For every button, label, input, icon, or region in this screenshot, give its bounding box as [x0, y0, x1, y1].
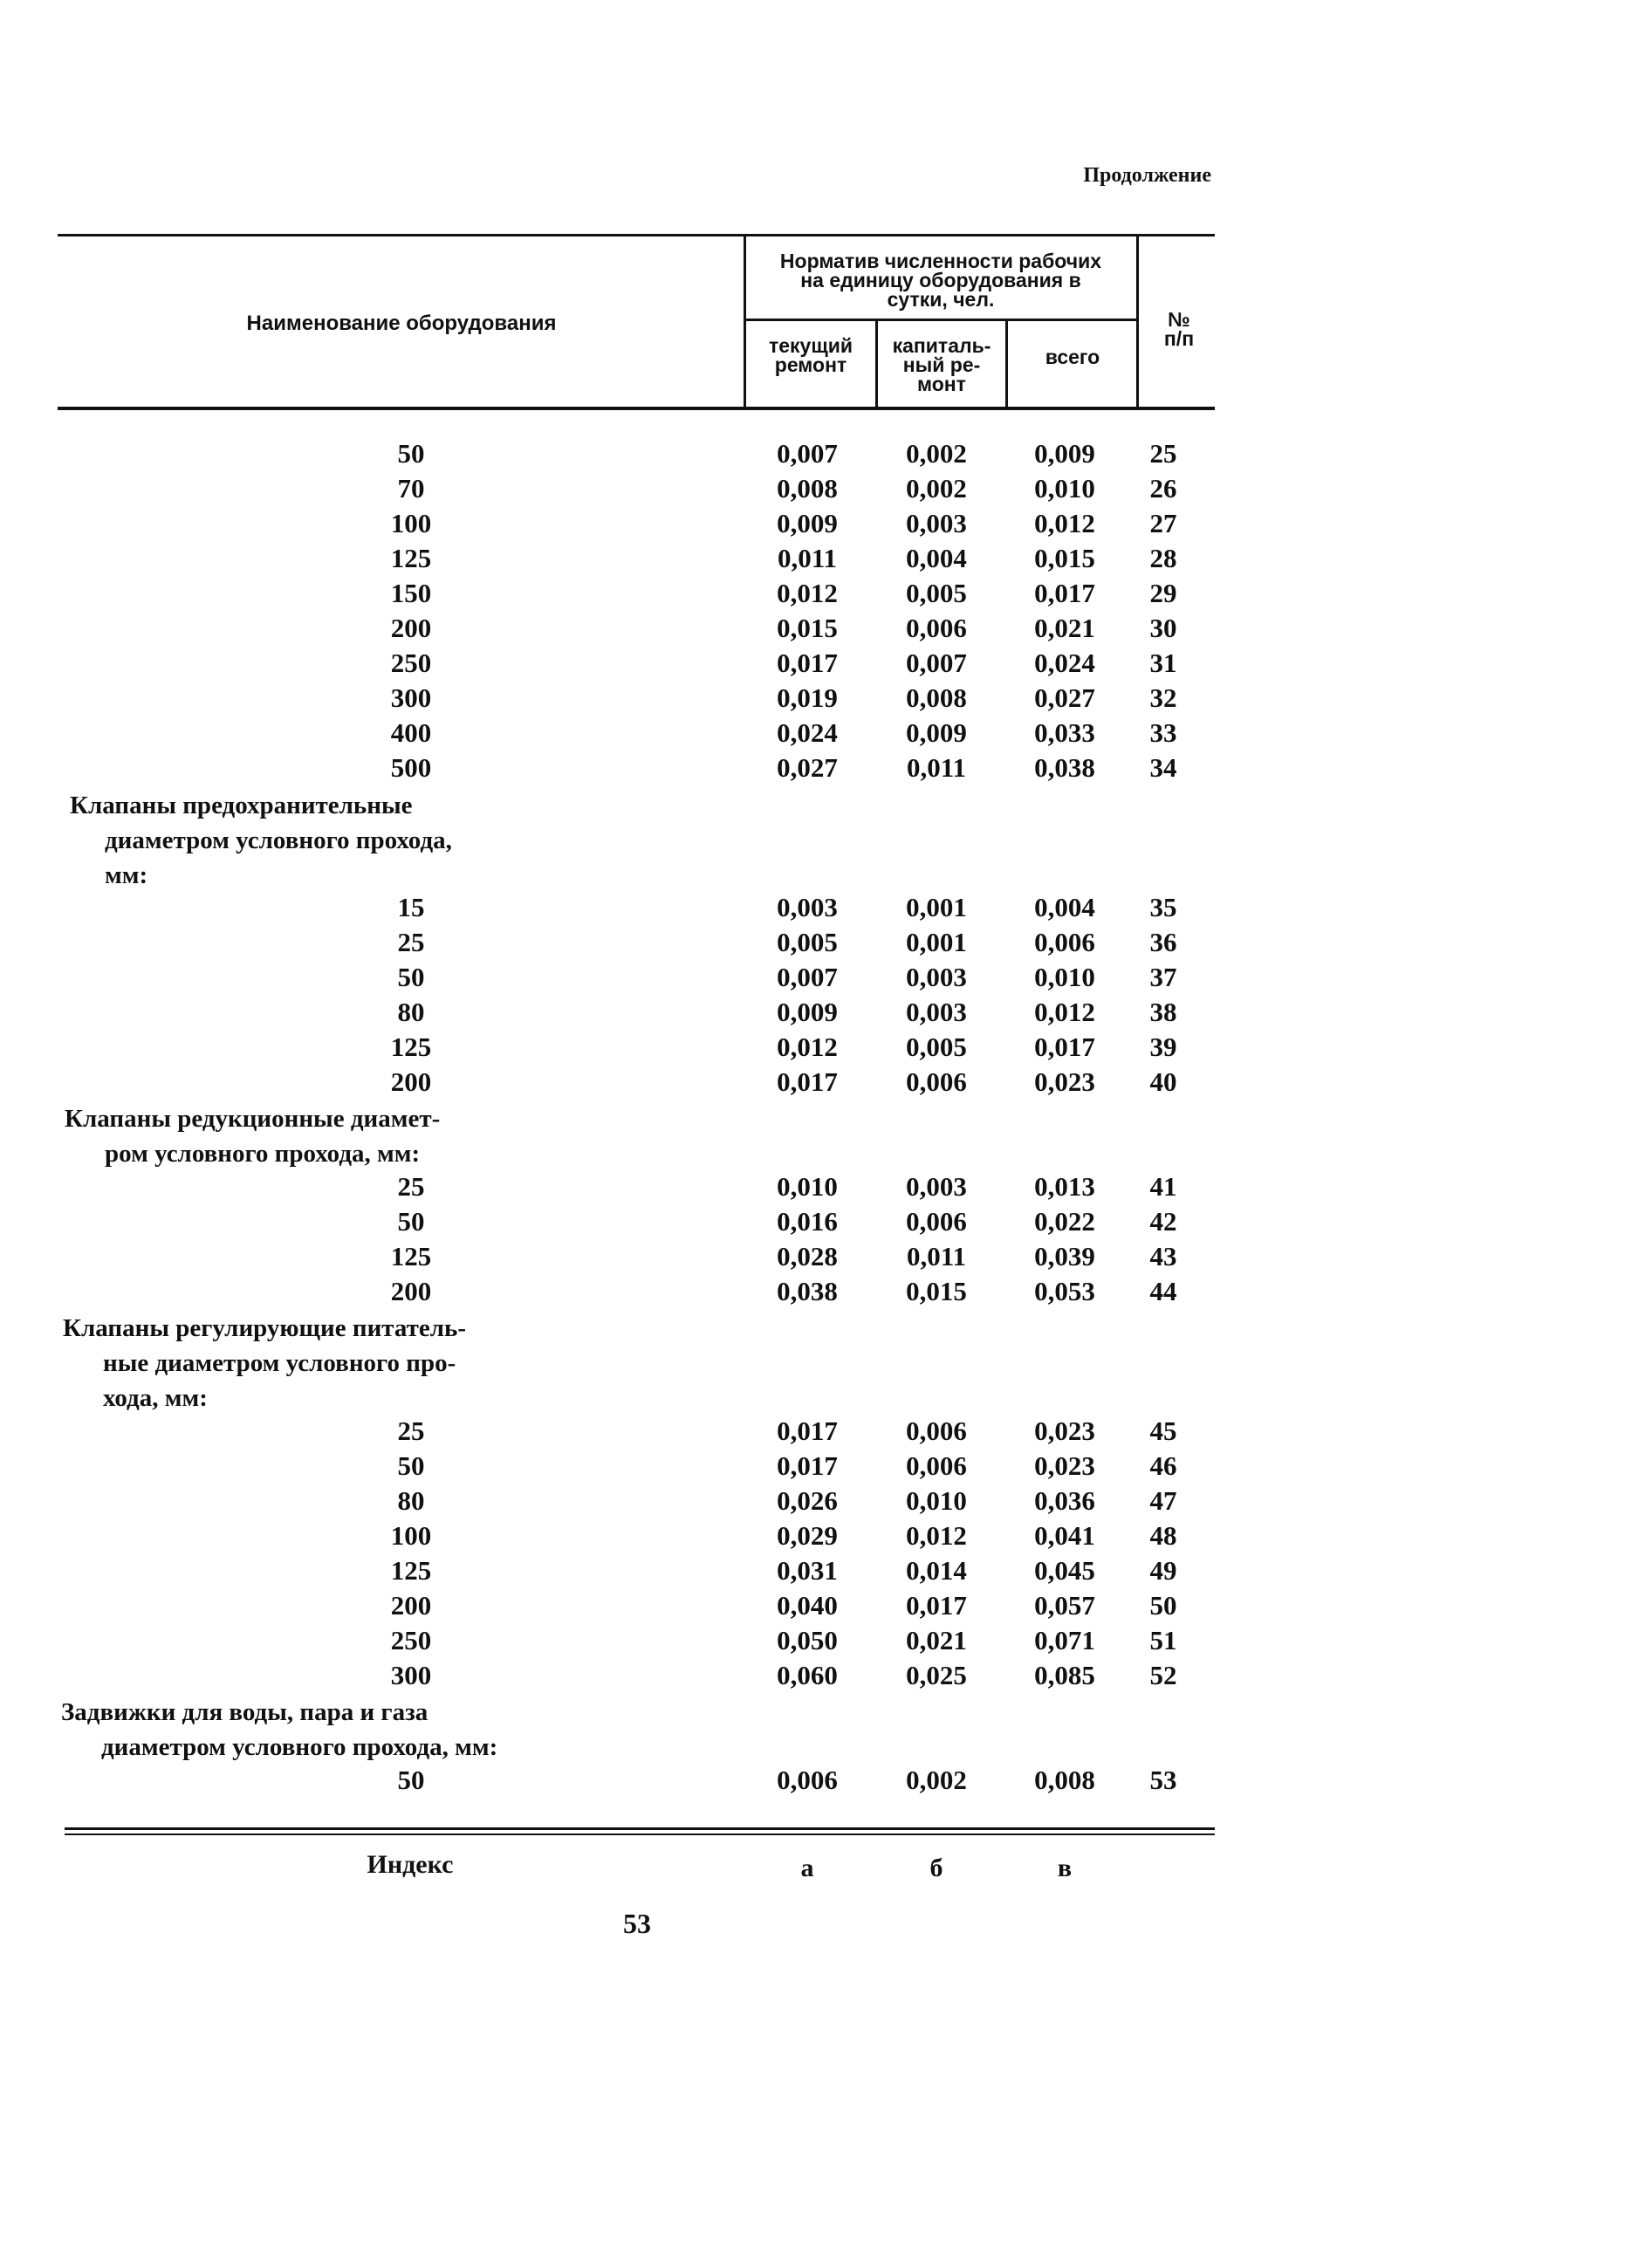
row-number: 35	[1149, 892, 1177, 922]
row-total: 0,009	[1034, 438, 1095, 469]
row-name: 15	[397, 892, 425, 922]
row-current: 0,017	[777, 1450, 838, 1481]
capital-repair-header	[878, 336, 1005, 394]
current-repair-line-2: ремонт	[774, 353, 847, 376]
row-name: 150	[390, 578, 432, 608]
row-total: 0,027	[1034, 682, 1095, 713]
row-current: 0,026	[777, 1485, 838, 1516]
row-capital: 0,006	[906, 1066, 967, 1097]
row-total: 0,012	[1034, 997, 1095, 1027]
row-total: 0,017	[1034, 1032, 1095, 1062]
index-c: в	[1057, 1854, 1073, 1882]
row-number: 41	[1149, 1171, 1177, 1202]
table-row	[0, 541, 1652, 576]
row-number: 38	[1149, 997, 1177, 1027]
row-current: 0,012	[777, 578, 838, 608]
row-name: 300	[390, 1660, 432, 1690]
footer-rule-top	[65, 1827, 1215, 1830]
row-name: 25	[397, 927, 425, 957]
row-number: 52	[1149, 1660, 1177, 1690]
section-line: ные диаметром условного про-	[103, 1349, 456, 1377]
row-capital: 0,007	[906, 648, 967, 678]
row-total: 0,023	[1034, 1066, 1095, 1097]
row-name: 80	[397, 1485, 425, 1516]
page-number: 53	[623, 1908, 651, 1939]
row-total: 0,010	[1034, 473, 1095, 504]
table-row	[0, 995, 1652, 1030]
row-capital: 0,003	[906, 1171, 967, 1202]
row-total: 0,036	[1034, 1485, 1095, 1516]
row-total: 0,024	[1034, 648, 1095, 678]
table-row	[0, 611, 1652, 646]
row-capital: 0,025	[906, 1660, 967, 1690]
row-number: 47	[1149, 1485, 1177, 1516]
row-number: 46	[1149, 1450, 1177, 1481]
row-total: 0,010	[1034, 962, 1095, 992]
table-row	[0, 1658, 1652, 1693]
row-current: 0,005	[777, 927, 838, 957]
table-row	[0, 890, 1652, 925]
row-capital: 0,003	[906, 508, 967, 538]
row-name: 200	[390, 1590, 432, 1621]
row-current: 0,040	[777, 1590, 838, 1621]
row-capital: 0,001	[906, 892, 967, 922]
section-gate-valves	[61, 1695, 497, 1765]
number-sign: №	[1168, 308, 1190, 331]
row-capital: 0,011	[906, 1241, 967, 1271]
row-capital: 0,002	[906, 1765, 967, 1795]
row-name: 200	[390, 613, 432, 643]
row-current: 0,031	[777, 1555, 838, 1586]
row-capital: 0,015	[906, 1276, 967, 1306]
row-number: 34	[1149, 752, 1177, 783]
row-current: 0,012	[777, 1032, 838, 1062]
header-divider-3	[1005, 319, 1008, 407]
row-name: 25	[397, 1171, 425, 1202]
row-total: 0,071	[1034, 1625, 1095, 1655]
row-total: 0,085	[1034, 1660, 1095, 1690]
row-current: 0,038	[777, 1276, 838, 1306]
row-total: 0,023	[1034, 1415, 1095, 1446]
continuation-label: Продолжение	[1083, 164, 1211, 187]
row-name: 125	[390, 1032, 432, 1062]
table-row	[0, 1414, 1652, 1449]
row-current: 0,008	[777, 473, 838, 504]
capital-repair-line-1: капиталь-	[892, 334, 991, 357]
table-row	[0, 1274, 1652, 1309]
row-capital: 0,002	[906, 473, 967, 504]
row-current: 0,029	[777, 1520, 838, 1551]
section-line: мм:	[105, 861, 148, 889]
table-row	[0, 436, 1652, 471]
row-current: 0,010	[777, 1171, 838, 1202]
row-total: 0,004	[1034, 892, 1095, 922]
row-capital: 0,021	[906, 1625, 967, 1655]
row-current: 0,009	[777, 997, 838, 1027]
row-capital: 0,017	[906, 1590, 967, 1621]
number-pp: п/п	[1163, 327, 1195, 350]
row-capital: 0,001	[906, 927, 967, 957]
row-number: 45	[1149, 1415, 1177, 1446]
row-number: 26	[1149, 473, 1177, 504]
name-column-header: Наименование оборудования	[246, 312, 557, 335]
row-name: 250	[390, 648, 432, 678]
table-row	[0, 751, 1652, 785]
row-number: 33	[1149, 717, 1177, 748]
row-name: 125	[390, 1241, 432, 1271]
row-current: 0,017	[777, 1066, 838, 1097]
row-number: 37	[1149, 962, 1177, 992]
row-number: 43	[1149, 1241, 1177, 1271]
row-number: 32	[1149, 682, 1177, 713]
row-name: 300	[390, 682, 432, 713]
row-capital: 0,006	[906, 1415, 967, 1446]
current-repair-line-1: текущий	[768, 334, 853, 357]
header-top-rule	[58, 234, 1215, 236]
total-header: всего	[1045, 346, 1100, 368]
norm-group-line-3: сутки, чел.	[887, 288, 995, 311]
table-row	[0, 1484, 1652, 1518]
row-number: 50	[1149, 1590, 1177, 1621]
row-total: 0,057	[1034, 1590, 1095, 1621]
row-number: 51	[1149, 1625, 1177, 1655]
table-row	[0, 1588, 1652, 1623]
table-row	[0, 1763, 1652, 1798]
row-current: 0,028	[777, 1241, 838, 1271]
row-number: 40	[1149, 1066, 1177, 1097]
section-line: ром условного прохода, мм:	[105, 1140, 421, 1168]
row-capital: 0,005	[906, 578, 967, 608]
row-name: 25	[397, 1415, 425, 1446]
row-name: 500	[390, 752, 432, 783]
row-name: 100	[390, 1520, 432, 1551]
row-name: 400	[390, 717, 432, 748]
row-capital: 0,003	[906, 962, 967, 992]
section-safety-valves	[70, 788, 452, 893]
norm-group-line-1: Норматив численности рабочих	[779, 250, 1102, 272]
row-total: 0,053	[1034, 1276, 1095, 1306]
table-row	[0, 506, 1652, 541]
row-name: 125	[390, 543, 432, 573]
row-name: 50	[397, 1765, 425, 1795]
row-total: 0,012	[1034, 508, 1095, 538]
row-total: 0,008	[1034, 1765, 1095, 1795]
row-name: 70	[397, 473, 425, 504]
section-reducing-valves	[65, 1101, 440, 1171]
row-number: 53	[1149, 1765, 1177, 1795]
norm-group-line-2: на единицу оборудования в	[800, 269, 1081, 291]
row-current: 0,007	[777, 438, 838, 469]
table-row	[0, 1030, 1652, 1065]
row-current: 0,024	[777, 717, 838, 748]
section-feed-control-valves	[63, 1311, 466, 1415]
row-number: 39	[1149, 1032, 1177, 1062]
row-current: 0,019	[777, 682, 838, 713]
section-line: хода, мм:	[103, 1384, 208, 1412]
table-row	[0, 1239, 1652, 1274]
table-row	[0, 925, 1652, 960]
section-line: Клапаны регулирующие питатель-	[63, 1314, 467, 1342]
row-number: 27	[1149, 508, 1177, 538]
row-number: 36	[1149, 927, 1177, 957]
row-total: 0,017	[1034, 578, 1095, 608]
row-number: 42	[1149, 1206, 1177, 1237]
row-number: 25	[1149, 438, 1177, 469]
row-capital: 0,011	[906, 752, 967, 783]
row-total: 0,021	[1034, 613, 1095, 643]
row-total: 0,033	[1034, 717, 1095, 748]
header-divider-4	[1136, 234, 1139, 407]
row-capital: 0,006	[906, 1206, 967, 1237]
table-row	[0, 646, 1652, 681]
table-row	[0, 681, 1652, 716]
row-total: 0,038	[1034, 752, 1095, 783]
section-line: Клапаны предохранительные	[70, 792, 413, 819]
row-name: 250	[390, 1625, 432, 1655]
row-capital: 0,008	[906, 682, 967, 713]
row-name: 80	[397, 997, 425, 1027]
index-a: а	[800, 1854, 814, 1882]
row-current: 0,027	[777, 752, 838, 783]
row-capital: 0,010	[906, 1485, 967, 1516]
row-number: 29	[1149, 578, 1177, 608]
table-row	[0, 1169, 1652, 1204]
table-row	[0, 471, 1652, 506]
row-capital: 0,002	[906, 438, 967, 469]
footer-rule-bottom	[65, 1833, 1215, 1835]
table-row	[0, 1518, 1652, 1553]
index-b: б	[929, 1854, 943, 1882]
table-row	[0, 960, 1652, 995]
row-capital: 0,006	[906, 1450, 967, 1481]
row-current: 0,016	[777, 1206, 838, 1237]
row-current: 0,003	[777, 892, 838, 922]
row-current: 0,009	[777, 508, 838, 538]
row-name: 125	[390, 1555, 432, 1586]
row-total: 0,023	[1034, 1450, 1095, 1481]
row-current: 0,011	[777, 543, 838, 573]
row-number: 44	[1149, 1276, 1177, 1306]
row-capital: 0,009	[906, 717, 967, 748]
table-row	[0, 1204, 1652, 1239]
row-total: 0,006	[1034, 927, 1095, 957]
header-divider-1	[744, 234, 746, 407]
section-line: Задвижки для воды, пара и газа	[61, 1698, 428, 1726]
row-name: 50	[397, 962, 425, 992]
row-current: 0,060	[777, 1660, 838, 1690]
capital-repair-line-3: монт	[917, 373, 966, 395]
row-number: 48	[1149, 1520, 1177, 1551]
row-capital: 0,005	[906, 1032, 967, 1062]
number-column-header	[1140, 310, 1218, 348]
row-number: 49	[1149, 1555, 1177, 1586]
row-current: 0,015	[777, 613, 838, 643]
row-name: 50	[397, 438, 425, 469]
row-capital: 0,014	[906, 1555, 967, 1586]
table-row	[0, 1065, 1652, 1100]
norm-group-header	[749, 251, 1133, 309]
row-name: 200	[390, 1276, 432, 1306]
row-name: 100	[390, 508, 432, 538]
row-number: 31	[1149, 648, 1177, 678]
capital-repair-line-2: ный ре-	[902, 353, 981, 376]
section-line: диаметром условного прохода,	[105, 826, 452, 854]
row-capital: 0,006	[906, 613, 967, 643]
row-total: 0,013	[1034, 1171, 1095, 1202]
row-total: 0,041	[1034, 1520, 1095, 1551]
row-current: 0,007	[777, 962, 838, 992]
row-total: 0,039	[1034, 1241, 1095, 1271]
current-repair-header	[747, 336, 874, 374]
row-number: 30	[1149, 613, 1177, 643]
row-capital: 0,004	[906, 543, 967, 573]
table-row	[0, 1553, 1652, 1588]
section-line: Клапаны редукционные диамет-	[65, 1105, 441, 1133]
row-current: 0,050	[777, 1625, 838, 1655]
row-current: 0,006	[777, 1765, 838, 1795]
table-row	[0, 576, 1652, 611]
row-total: 0,045	[1034, 1555, 1095, 1586]
row-current: 0,017	[777, 1415, 838, 1446]
table-row	[0, 716, 1652, 751]
table-row	[0, 1449, 1652, 1484]
section-line: диаметром условного прохода, мм:	[101, 1733, 498, 1761]
row-capital: 0,003	[906, 997, 967, 1027]
row-name: 200	[390, 1066, 432, 1097]
table-row	[0, 1623, 1652, 1658]
row-name: 50	[397, 1206, 425, 1237]
group-header-rule	[744, 319, 1138, 321]
row-number: 28	[1149, 543, 1177, 573]
header-bottom-rule	[58, 407, 1215, 410]
row-capital: 0,012	[906, 1520, 967, 1551]
row-total: 0,022	[1034, 1206, 1095, 1237]
row-name: 50	[397, 1450, 425, 1481]
row-total: 0,015	[1034, 543, 1095, 573]
row-current: 0,017	[777, 648, 838, 678]
index-label: Индекс	[367, 1850, 454, 1879]
